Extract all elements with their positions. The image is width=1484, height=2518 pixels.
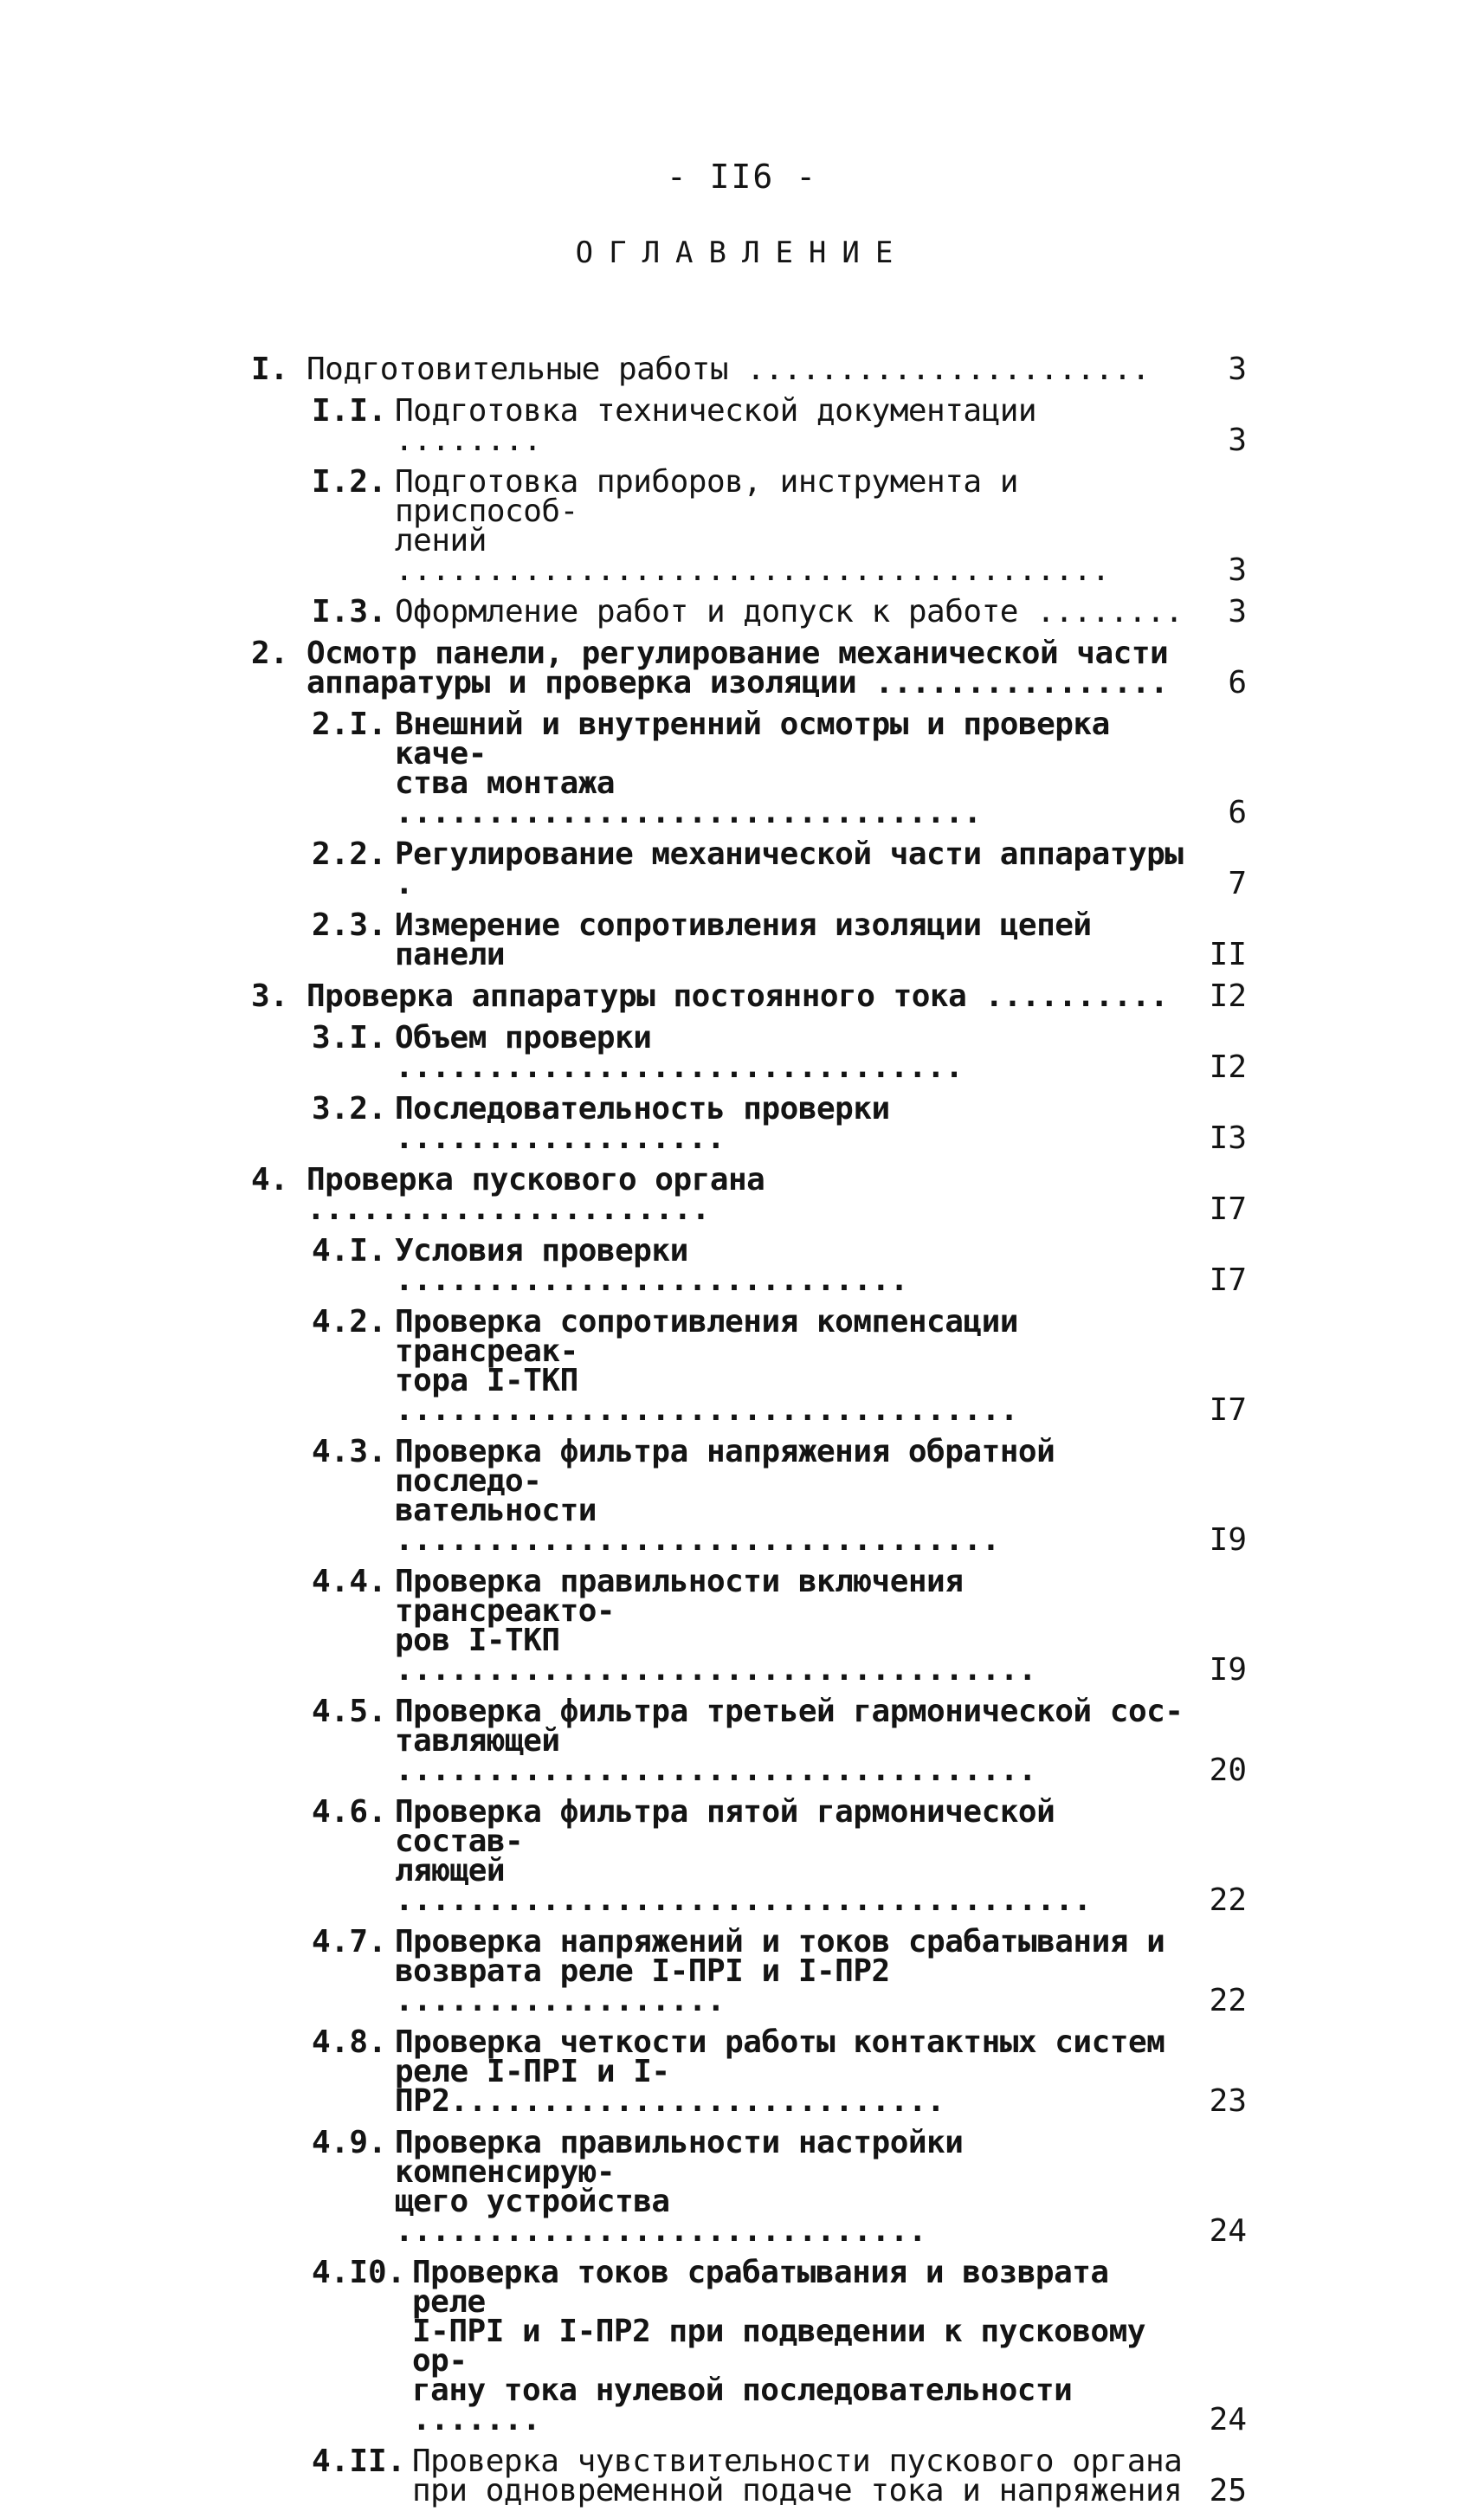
toc-entry-number: 4.7.: [312, 1924, 387, 1960]
toc-entry-title: Внешний и внутренний осмотры и проверка каче- ства монтажа ................................: [395, 707, 1110, 830]
toc-entry-number: 4.2.: [312, 1304, 387, 1340]
toc-entry-title: Условия проверки ............................: [395, 1233, 908, 1298]
toc-entry-page: I7: [1209, 1191, 1247, 1227]
toc-entry-number: 3.I.: [312, 1020, 387, 1056]
toc-entry-page: 22: [1209, 1882, 1247, 1918]
toc-entry-title: Проверка фильтра третьей гармонической сос- тавляющей ...................................: [395, 1694, 1184, 1788]
toc-entry-title: Регулирование механической части аппаратуры .: [395, 836, 1184, 901]
toc-entry-page: 22: [1209, 1983, 1247, 2018]
toc-entry-title: Проверка токов срабатывания и возврата реле I-ПРI и I-ПР2 при подведении к пусковому ор- гану тока нулевой последовательности .......: [412, 2255, 1145, 2437]
toc-entry-page: 3: [1228, 552, 1247, 588]
toc-entry-title: Подготовка технической документации ........: [395, 393, 1037, 458]
toc-entry: [251, 2444, 1247, 2508]
toc-entry-title: Проверка пускового органа ......................: [306, 1162, 765, 1227]
toc-entry-number: 3.2.: [312, 1091, 387, 1127]
toc-entry-number: 4.4.: [312, 1564, 387, 1599]
toc-entry-title: Проверка чувствительности пускового органа при одновременной подаче тока и напряжения: [412, 2444, 1183, 2508]
toc-entry-number: 4.: [251, 1162, 289, 1198]
toc-entry: [251, 393, 1247, 458]
toc-entry: [251, 636, 1247, 701]
toc-entry-page: I2: [1209, 1049, 1247, 1085]
toc-entry-number: I.2.: [312, 464, 387, 500]
toc-entry-number: I.I.: [312, 393, 387, 429]
toc-entry: [251, 594, 1247, 630]
toc-entry-page: 6: [1228, 795, 1247, 830]
toc-entry-number: I.3.: [312, 594, 387, 630]
toc-entry: [251, 1091, 1247, 1156]
toc-entry: [251, 1694, 1247, 1788]
toc-entry-title: Проверка четкости работы контактных систем реле I-ПРI и I-ПР2...........................: [395, 2024, 1165, 2119]
toc-entry-page: 3: [1228, 594, 1247, 630]
toc-entry-page: 3: [1228, 352, 1247, 387]
toc-entry-page: 6: [1228, 665, 1247, 701]
toc-entry: [251, 1233, 1247, 1298]
toc-entry-page: 20: [1209, 1753, 1247, 1788]
toc-entry: [251, 1162, 1247, 1227]
table-of-contents: [251, 352, 1247, 2518]
toc-entry-number: I.: [251, 352, 289, 387]
toc-entry: [251, 978, 1247, 1014]
toc-entry-page: I3: [1209, 1120, 1247, 1156]
toc-entry-number: 2.: [251, 636, 289, 671]
toc-entry: [251, 464, 1247, 588]
toc-entry-page: I7: [1209, 1262, 1247, 1298]
toc-entry-page: I9: [1209, 1522, 1247, 1558]
toc-entry-number: 4.I0.: [312, 2255, 406, 2290]
toc-entry-title: Последовательность проверки ..................: [395, 1091, 890, 1156]
toc-entry-page: II: [1209, 937, 1247, 972]
toc-entry-number: 2.I.: [312, 707, 387, 742]
toc-entry-number: 4.II.: [312, 2444, 406, 2479]
toc-entry: [251, 352, 1247, 387]
toc-entry-page: 23: [1209, 2083, 1247, 2119]
toc-entry-page: 24: [1209, 2402, 1247, 2437]
page-number: - II6 -: [666, 158, 818, 196]
toc-entry-title: Проверка фильтра пятой гармонической состав- ляющей ......................................: [395, 1794, 1092, 1918]
toc-entry-number: 3.: [251, 978, 289, 1014]
toc-entry: [251, 1564, 1247, 1688]
toc-entry: [251, 2024, 1247, 2119]
toc-entry-title: Объем проверки ...............................: [395, 1020, 964, 1085]
toc-entry-number: 4.3.: [312, 1434, 387, 1469]
toc-entry-title: Проверка аппаратуры постоянного тока ..........: [306, 978, 1169, 1014]
toc-entry-title: Подготовка приборов, инструмента и приспособ- лений .......................................: [395, 464, 1110, 588]
toc-entry-number: 4.9.: [312, 2125, 387, 2160]
toc-entry-page: 25: [1209, 2473, 1247, 2508]
toc-entry-title: Проверка правильности настройки компенсирую- щего устройства .............................: [395, 2125, 964, 2249]
toc-entry-page: 3: [1228, 423, 1247, 458]
toc-entry-number: 2.2.: [312, 836, 387, 872]
toc-entry-title: Измерение сопротивления изоляции цепей панели: [395, 907, 1092, 972]
toc-entry-title: Проверка правильности включения трансреакто- ров I-ТКП ...................................: [395, 1564, 1037, 1688]
toc-entry-page: I9: [1209, 1652, 1247, 1688]
toc-entry: [251, 2125, 1247, 2249]
toc-entry: [251, 2255, 1247, 2437]
toc-entry: [251, 1304, 1247, 1428]
toc-entry-title: Оформление работ и допуск к работе ........: [395, 594, 1184, 630]
toc-entry: [251, 836, 1247, 901]
toc-entry-number: 4.8.: [312, 2024, 387, 2060]
toc-entry-page: I7: [1209, 1392, 1247, 1428]
toc-entry-page: I2: [1209, 978, 1247, 1014]
toc-entry: [251, 707, 1247, 830]
toc-entry-title: Проверка фильтра напряжения обратной последо- вательности .................................: [395, 1434, 1055, 1558]
toc-entry-number: 2.3.: [312, 907, 387, 943]
toc-entry: [251, 907, 1247, 972]
toc-entry: [251, 1794, 1247, 1918]
toc-entry-page: 24: [1209, 2213, 1247, 2249]
toc-entry-title: Подготовительные работы ......................: [306, 352, 1150, 387]
toc-entry-number: 4.5.: [312, 1694, 387, 1729]
toc-entry-title: Проверка напряжений и токов срабатывания и возврата реле I-ПРI и I-ПР2 ..................: [395, 1924, 1165, 2018]
toc-entry-title: Проверка сопротивления компенсации трансреак- тора I-ТКП ..................................: [395, 1304, 1018, 1428]
toc-entry-title: Осмотр панели, регулирование механической части аппаратуры и проверка изоляции ................: [306, 636, 1169, 701]
toc-entry: [251, 1434, 1247, 1558]
toc-entry: [251, 1020, 1247, 1085]
toc-entry-number: 4.I.: [312, 1233, 387, 1269]
toc-entry-number: 4.6.: [312, 1794, 387, 1830]
toc-entry-page: 7: [1228, 866, 1247, 901]
toc-heading: ОГЛАВЛЕНИЕ: [575, 236, 909, 270]
toc-entry: [251, 1924, 1247, 2018]
